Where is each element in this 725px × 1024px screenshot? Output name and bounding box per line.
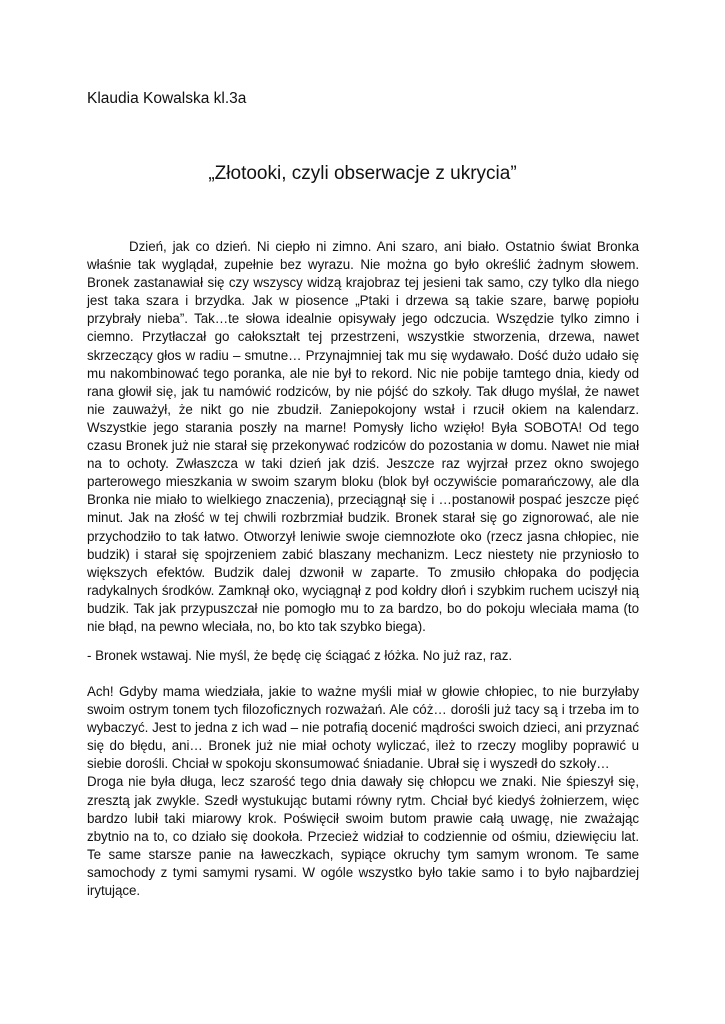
paragraph-text: Ach! Gdyby mama wiedziała, jakie to ważne myśli miał w głowie chłopiec, to nie burzyłaby swoim ostrym tonem tych filozoficznych rozważań. Ale cóż… dorośli już tacy są i trzeba im to wybaczyć. Jest to jedna z ich wad – nie potrafią docenić mądrości swoich dzieci, ani przyznać się do błędu, ani… Bronek już nie miał ochoty wyliczać, ileż to rzeczy mogliby poprawić u siebie dorośli. Chciał w spokoju skonsumować śniadanie. Ubrał się i wyszedł do szkoły…	[87, 684, 639, 772]
paragraph-text: Droga nie była długa, lecz szarość tego dnia dawały się chłopcu we znaki. Nie śpieszył się, zresztą jak zwykle. Szedł wystukując butami równy rytm. Chciał być kiedyś żołnierzem, więc bardzo lubił taki miarowy krok. Poświęcił swoim butom prawie całą uwagę, nie zważając zbytnio na to, co działo się dookoła. Przecież widział to codziennie od ośmiu, dziewięciu lat. Te same starsze panie na ławeczkach, sypiące okruchy tym samym wronom. Te same samochody z tymi samymi rysami. W ogóle wszystko było takie samo i to było najbardziej irytujące.	[87, 774, 639, 899]
paragraph-dialogue	[87, 647, 639, 665]
paragraph-opening	[87, 238, 639, 636]
paragraph-reflection	[87, 683, 639, 900]
document-title: „Złotooki, czyli obserwacje z ukrycia”	[208, 163, 517, 184]
author-line: Klaudia Kowalska kl.3a	[87, 90, 247, 107]
paragraph-text: Dzień, jak co dzień. Ni ciepło ni zimno. Ani szaro, ani biało. Ostatnio świat Bronka właśnie tak wyglądał, zupełnie bez wyrazu. Nie można go było określić żadnym słowem. Bronek zastanawiał się czy wszyscy widzą krajobraz tej jesieni tak samo, czy tylko dla niego jest taka szara i brzydka. Jak w piosence „Ptaki i drzewa są takie szare, barwę popiołu przybrały nieba”. Tak…te słowa idealnie opisywały jego odczucia. Wszędzie tylko zimno i ciemno. Przytłaczał go całokształt tej przestrzeni, wszystkie stworzenia, drzewa, nawet skrzeczący głos w radiu – smutne… Przynajmniej tak mu się wydawało. Dość dużo udało się mu nakombinować tego poranka, ale nie był to rekord. Nic nie pobije tamtego dnia, kiedy od rana głowił się, jak tu namówić rodziców, by nie pójść do szkoły. Tak długo myślał, że nawet nie zauważył, że nikt go nie zbudził. Zaniepokojony wstał i rzucił okiem na kalendarz. Wszystkie jego starania poszły na marne! Pomysły licho wzięło! Była SOBOTA! Od tego czasu Bronek już nie starał się przekonywać rodziców do pozostania w domu. Nawet nie miał na to ochoty. Zwłaszcza w taki dzień jak dziś. Jeszcze raz wyjrzał przez okno swojego parterowego mieszkania w swoim szarym bloku (blok był oczywiście pomarańczowy, ale dla Bronka nie miało to wielkiego znaczenia), przeciągnął się i …postanowił pospać jeszcze pięć minut. Jak na złość w tej chwili rozbrzmiał budzik. Bronek starał się go zignorować, ale nie przychodziło to tak łatwo. Otworzył leniwie swoje ciemnozłote oko (rzecz jasna chłopiec, nie budzik) i starał się spojrzeniem zabić blaszany mechanizm. Lecz niestety nie przyniosło to większych efektów. Budzik dalej dzwonił w zaparte. To zmusiło chłopaka do podjęcia radykalnych środków. Zamknął oko, wyciągnął z pod kołdry dłoń i szybkim ruchem uciszył nią budzik. Tak jak przypuszczał nie pomogło mu to za bardzo, bo do pokoju wleciała mama (to nie błąd, na pewno wleciała, no, bo kto tak szybko biega).	[87, 239, 639, 634]
paragraph-text: - Bronek wstawaj. Nie myśl, że będę cię ściągać z łóżka. No już raz, raz.	[87, 648, 513, 663]
